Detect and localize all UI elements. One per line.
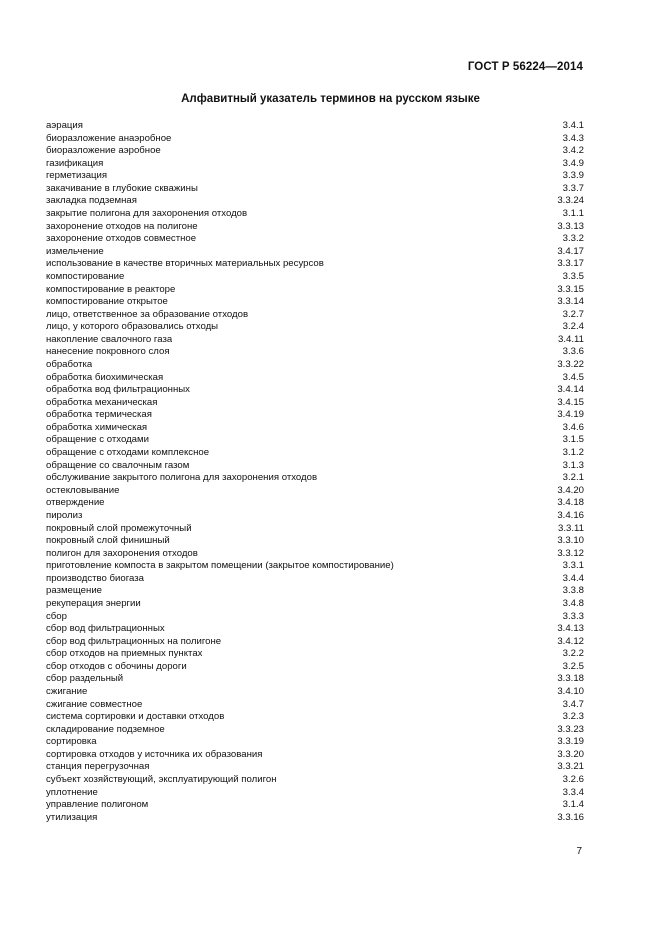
index-entry bbox=[46, 170, 584, 183]
entry-reference: 3.1.4 bbox=[562, 799, 584, 811]
entry-term: покровный слой финишный bbox=[46, 535, 170, 547]
entry-reference: 3.3.23 bbox=[557, 723, 584, 735]
entry-term: закрытие полигона для захоронения отходов bbox=[46, 208, 248, 220]
index-entry bbox=[46, 221, 584, 234]
index-entry bbox=[46, 409, 584, 422]
entry-reference: 3.3.5 bbox=[562, 270, 584, 282]
entry-reference: 3.4.8 bbox=[562, 597, 584, 609]
entry-reference: 3.2.4 bbox=[562, 321, 584, 333]
entry-term: обращение с отходами bbox=[46, 434, 149, 446]
index-entry bbox=[46, 384, 584, 397]
entry-term: сортировка bbox=[46, 736, 97, 748]
entry-term: нанесение покровного слоя bbox=[46, 346, 170, 358]
entry-reference: 3.3.2 bbox=[562, 233, 584, 245]
entry-term: субъект хозяйствующий, эксплуатирующий полигон bbox=[46, 774, 277, 786]
index-entry bbox=[46, 761, 584, 774]
entry-term: сбор вод фильтрационных bbox=[46, 623, 165, 635]
index-entry bbox=[46, 359, 584, 372]
entry-term: компостирование открытое bbox=[46, 296, 168, 308]
term-index-list bbox=[46, 120, 584, 824]
entry-reference: 3.3.17 bbox=[557, 258, 584, 270]
entry-term: газификация bbox=[46, 157, 104, 169]
entry-term: размещение bbox=[46, 585, 103, 597]
index-entry bbox=[46, 271, 584, 284]
index-entry bbox=[46, 560, 584, 573]
index-entry bbox=[46, 485, 584, 498]
entry-reference: 3.2.3 bbox=[562, 711, 584, 723]
entry-term: биоразложение анаэробное bbox=[46, 132, 172, 144]
entry-reference: 3.4.9 bbox=[562, 157, 584, 169]
index-entry bbox=[46, 623, 584, 636]
index-entry bbox=[46, 523, 584, 536]
index-entry bbox=[46, 510, 584, 523]
entry-term: сжигание совместное bbox=[46, 698, 143, 710]
entry-term: управление полигоном bbox=[46, 799, 149, 811]
index-entry bbox=[46, 787, 584, 800]
index-entry bbox=[46, 585, 584, 598]
index-entry bbox=[46, 460, 584, 473]
page-number: 7 bbox=[576, 846, 582, 857]
index-entry bbox=[46, 183, 584, 196]
entry-reference: 3.1.1 bbox=[562, 208, 584, 220]
index-entry bbox=[46, 699, 584, 712]
entry-reference: 3.2.1 bbox=[562, 472, 584, 484]
index-entry bbox=[46, 422, 584, 435]
index-entry bbox=[46, 195, 584, 208]
entry-term: обращение со свалочным газом bbox=[46, 459, 190, 471]
entry-reference: 3.3.6 bbox=[562, 346, 584, 358]
entry-term: складирование подземное bbox=[46, 723, 165, 735]
entry-term: аэрация bbox=[46, 120, 83, 131]
entry-reference: 3.3.22 bbox=[557, 358, 584, 370]
index-entry bbox=[46, 447, 584, 460]
index-entry bbox=[46, 749, 584, 762]
entry-reference: 3.4.11 bbox=[558, 333, 584, 345]
entry-reference: 3.3.18 bbox=[557, 673, 584, 685]
entry-term: лицо, у которого образовались отходы bbox=[46, 321, 219, 333]
entry-term: лицо, ответственное за образование отходов bbox=[46, 308, 249, 320]
entry-reference: 3.4.19 bbox=[557, 409, 584, 421]
entry-term: захоронение отходов совместное bbox=[46, 233, 197, 245]
entry-term: сбор отходов на приемных пунктах bbox=[46, 648, 203, 660]
entry-term: полигон для захоронения отходов bbox=[46, 547, 198, 559]
index-entry bbox=[46, 233, 584, 246]
entry-term: сбор вод фильтрационных на полигоне bbox=[46, 635, 222, 647]
index-entry bbox=[46, 334, 584, 347]
index-entry bbox=[46, 535, 584, 548]
entry-term: сбор bbox=[46, 610, 67, 622]
entry-term: обработка механическая bbox=[46, 396, 158, 408]
entry-term: закачивание в глубокие скважины bbox=[46, 182, 198, 194]
entry-term: обработка bbox=[46, 358, 93, 370]
entry-reference: 3.4.7 bbox=[562, 698, 584, 710]
entry-reference: 3.4.16 bbox=[557, 509, 584, 521]
entry-reference: 3.3.11 bbox=[558, 522, 584, 534]
index-entry bbox=[46, 812, 584, 825]
entry-reference: 3.4.17 bbox=[557, 245, 584, 257]
entry-reference: 3.4.18 bbox=[557, 497, 584, 509]
entry-reference: 3.4.14 bbox=[557, 384, 584, 396]
entry-term: герметизация bbox=[46, 170, 108, 182]
entry-term: система сортировки и доставки отходов bbox=[46, 711, 225, 723]
entry-reference: 3.3.7 bbox=[562, 182, 584, 194]
entry-reference: 3.3.1 bbox=[562, 560, 584, 572]
index-entry bbox=[46, 711, 584, 724]
entry-term: захоронение отходов на полигоне bbox=[46, 220, 198, 232]
entry-term: закладка подземная bbox=[46, 195, 137, 207]
entry-reference: 3.4.3 bbox=[562, 132, 584, 144]
entry-term: компостирование bbox=[46, 270, 125, 282]
entry-term: уплотнение bbox=[46, 786, 98, 798]
index-entry bbox=[46, 208, 584, 221]
entry-term: станция перегрузочная bbox=[46, 761, 150, 773]
entry-term: производство биогаза bbox=[46, 572, 144, 584]
entry-term: накопление свалочного газа bbox=[46, 333, 173, 345]
index-entry bbox=[46, 636, 584, 649]
index-entry bbox=[46, 686, 584, 699]
index-entry bbox=[46, 434, 584, 447]
entry-reference: 3.1.3 bbox=[562, 459, 584, 471]
index-entry bbox=[46, 573, 584, 586]
entry-reference: 3.1.2 bbox=[562, 447, 584, 459]
entry-term: обработка биохимическая bbox=[46, 371, 164, 383]
index-entry bbox=[46, 799, 584, 812]
index-entry bbox=[46, 397, 584, 410]
entry-term: обработка химическая bbox=[46, 421, 148, 433]
entry-term: рекуперация энергии bbox=[46, 597, 141, 609]
index-entry bbox=[46, 346, 584, 359]
entry-reference: 3.2.5 bbox=[562, 660, 584, 672]
entry-term: измельчение bbox=[46, 245, 104, 257]
index-entry bbox=[46, 548, 584, 561]
index-entry bbox=[46, 158, 584, 171]
entry-reference: 3.3.12 bbox=[557, 547, 584, 559]
entry-term: покровный слой промежуточный bbox=[46, 522, 192, 534]
index-entry bbox=[46, 472, 584, 485]
entry-reference: 3.4.15 bbox=[557, 396, 584, 408]
entry-reference: 3.4.5 bbox=[562, 371, 584, 383]
index-entry bbox=[46, 736, 584, 749]
entry-reference: 3.4.4 bbox=[562, 572, 584, 584]
entry-reference: 3.3.14 bbox=[557, 296, 584, 308]
entry-reference: 3.3.13 bbox=[557, 220, 584, 232]
index-entry bbox=[46, 321, 584, 334]
entry-term: сбор раздельный bbox=[46, 673, 124, 685]
entry-reference: 3.3.8 bbox=[562, 585, 584, 597]
index-entry bbox=[46, 120, 584, 133]
index-entry bbox=[46, 296, 584, 309]
entry-term: биоразложение аэробное bbox=[46, 145, 161, 157]
entry-reference: 3.4.2 bbox=[562, 145, 584, 157]
index-entry bbox=[46, 724, 584, 737]
entry-reference: 3.3.19 bbox=[557, 736, 584, 748]
entry-reference: 3.4.20 bbox=[557, 484, 584, 496]
entry-term: обработка термическая bbox=[46, 409, 152, 421]
entry-reference: 3.3.24 bbox=[557, 195, 584, 207]
entry-term: обслуживание закрытого полигона для захоронения отходов bbox=[46, 472, 318, 484]
entry-term: приготовление компоста в закрытом помещении (закрытое компостирование) bbox=[46, 560, 394, 572]
index-entry bbox=[46, 258, 584, 271]
entry-reference: 3.3.16 bbox=[557, 811, 584, 823]
index-entry bbox=[46, 661, 584, 674]
entry-reference: 3.3.3 bbox=[562, 610, 584, 622]
entry-reference: 3.3.4 bbox=[562, 786, 584, 798]
index-entry bbox=[46, 497, 584, 510]
index-entry bbox=[46, 611, 584, 624]
index-entry bbox=[46, 284, 584, 297]
entry-reference: 3.4.10 bbox=[557, 686, 584, 698]
entry-reference: 3.3.15 bbox=[557, 283, 584, 295]
entry-reference: 3.4.13 bbox=[557, 623, 584, 635]
index-entry bbox=[46, 372, 584, 385]
index-entry bbox=[46, 673, 584, 686]
document-code: ГОСТ Р 56224—2014 bbox=[467, 61, 583, 73]
entry-term: сортировка отходов у источника их образования bbox=[46, 748, 263, 760]
entry-reference: 3.3.9 bbox=[562, 170, 584, 182]
index-entry bbox=[46, 598, 584, 611]
entry-term: обращение с отходами комплексное bbox=[46, 447, 210, 459]
entry-term: остекловывание bbox=[46, 484, 120, 496]
entry-term: обработка вод фильтрационных bbox=[46, 384, 190, 396]
index-entry bbox=[46, 648, 584, 661]
entry-term: компостирование в реакторе bbox=[46, 283, 176, 295]
entry-term: использование в качестве вторичных материальных ресурсов bbox=[46, 258, 324, 270]
index-entry bbox=[46, 309, 584, 322]
entry-term: отверждение bbox=[46, 497, 105, 509]
entry-reference: 3.1.5 bbox=[562, 434, 584, 446]
entry-term: сжигание bbox=[46, 686, 88, 698]
entry-reference: 3.3.20 bbox=[557, 748, 584, 760]
entry-reference: 3.3.10 bbox=[557, 535, 584, 547]
entry-term: утилизация bbox=[46, 811, 98, 823]
index-title: Алфавитный указатель терминов на русском языке bbox=[181, 93, 480, 105]
entry-reference: 3.2.7 bbox=[562, 308, 584, 320]
entry-reference: 3.4.1 bbox=[562, 120, 584, 131]
entry-reference: 3.2.2 bbox=[562, 648, 584, 660]
entry-reference: 3.3.21 bbox=[557, 761, 584, 773]
index-entry bbox=[46, 774, 584, 787]
index-entry bbox=[46, 246, 584, 259]
index-entry bbox=[46, 145, 584, 158]
entry-reference: 3.4.6 bbox=[562, 421, 584, 433]
entry-reference: 3.2.6 bbox=[562, 774, 584, 786]
entry-term: сбор отходов с обочины дороги bbox=[46, 660, 187, 672]
entry-reference: 3.4.12 bbox=[557, 635, 584, 647]
index-entry bbox=[46, 133, 584, 146]
entry-term: пиролиз bbox=[46, 509, 83, 521]
